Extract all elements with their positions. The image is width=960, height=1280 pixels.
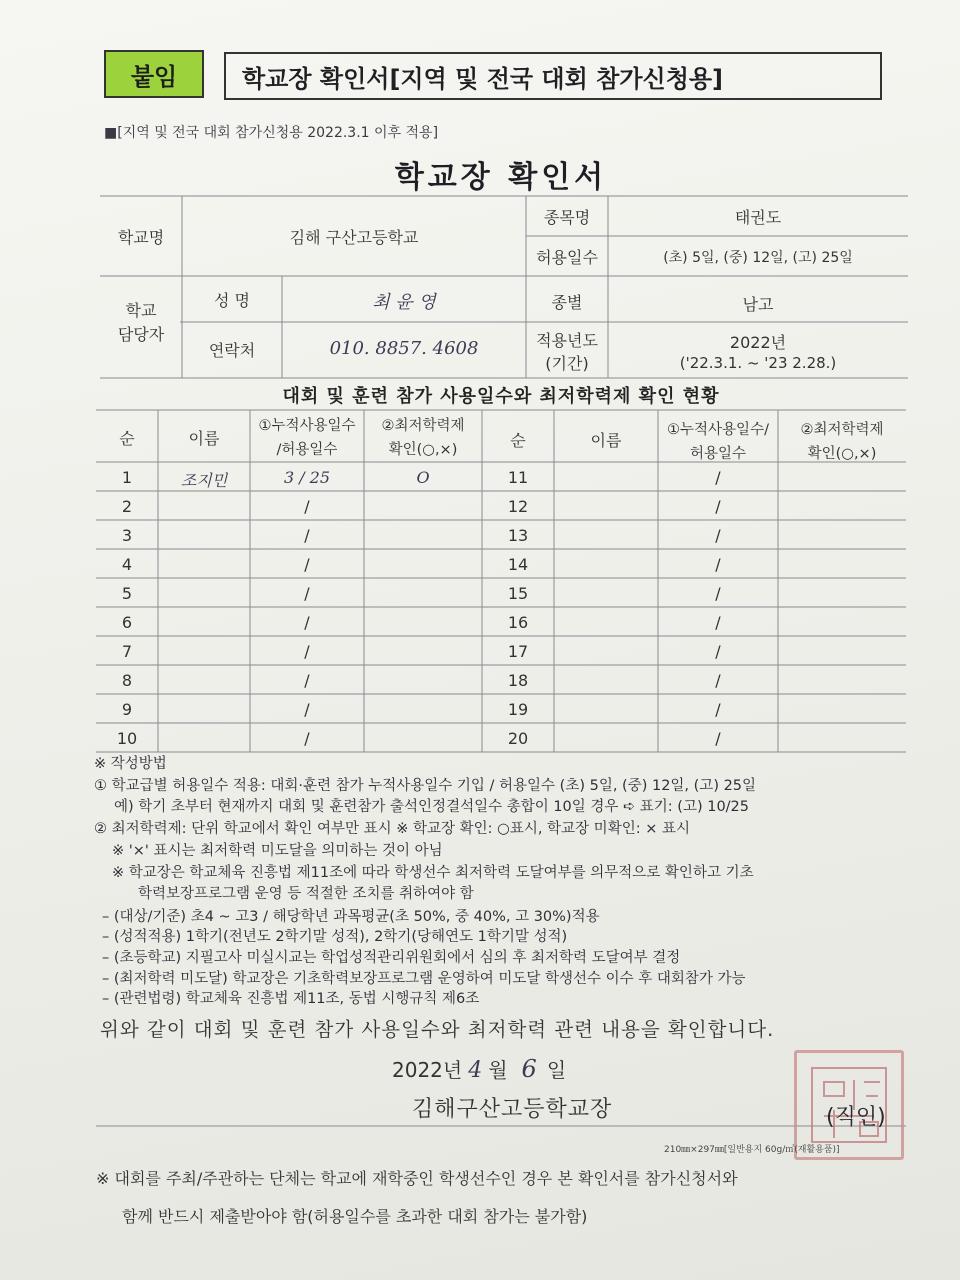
attachment-badge-label: 붙임 xyxy=(130,62,178,91)
seal-label: (직인) xyxy=(826,1105,886,1130)
method-line: ※ '×' 표시는 최저학력 미도달을 의미하는 것이 아님 xyxy=(112,843,443,859)
method-line: ① 학교급별 허용일수 적용: 대회·훈련 참가 누적사용일수 기입 / 허용일수 (초) 5일, (중) 12일, (고) 25일 xyxy=(94,778,757,794)
row-used-days: / xyxy=(304,526,310,545)
col-header-check-left-line1: ②최저학력제 xyxy=(381,418,465,434)
date-month: 4 xyxy=(468,1058,483,1083)
sport-value: 태권도 xyxy=(734,208,782,227)
row-used-days: / xyxy=(715,671,721,690)
row-number: 5 xyxy=(121,584,133,603)
row-used-days: / xyxy=(715,613,721,632)
sport-label: 종목명 xyxy=(543,208,591,227)
applicability-note: ■[지역 및 전국 대회 참가신청용 2022.3.1 이후 적용] xyxy=(104,125,439,141)
allowed-days-label: 허용일수 xyxy=(536,248,598,267)
row-number: 1 xyxy=(121,468,133,487)
date-month-suffix: 월 xyxy=(488,1058,508,1082)
row-used-days: / xyxy=(715,584,721,603)
date-year: 2022년 xyxy=(392,1058,463,1082)
method-line: – (성적적용) 1학기(전년도 2학기말 성적), 2학기(당해연도 1학기말 성적) xyxy=(102,929,568,945)
contact-value-handwritten: 010. 8857. 4608 xyxy=(329,338,479,359)
row-used-days: / xyxy=(715,729,721,748)
year-value: 2022년 xyxy=(729,333,787,352)
confirmation-statement: 위와 같이 대회 및 훈련 참가 사용일수와 최저학력 관련 내용을 확인합니다. xyxy=(100,1018,775,1041)
row-used-days: / xyxy=(304,497,310,516)
row-number: 17 xyxy=(507,642,529,661)
row-used-days: / xyxy=(715,526,721,545)
section-title: 대회 및 훈련 참가 사용일수와 최저학력제 확인 현황 xyxy=(282,386,720,407)
row-number: 10 xyxy=(116,729,138,748)
row-number: 3 xyxy=(121,526,133,545)
col-header-name-right: 이름 xyxy=(590,431,622,450)
row-used-days: / xyxy=(304,729,310,748)
col-header-no-right: 순 xyxy=(510,431,526,450)
row-used-days: / xyxy=(304,584,310,603)
row-used-days: / xyxy=(715,642,721,661)
row-used-days: / xyxy=(715,468,721,487)
row-used-days: / xyxy=(715,497,721,516)
row-min-academic-check: O xyxy=(416,468,430,487)
method-line: ※ 학교장은 학교체육 진흥법 제11조에 따라 학생선수 최저학력 도달여부를 의무적으로 확인하고 기초 xyxy=(112,865,754,881)
footer-note-line2: 함께 반드시 제출받아야 함(허용일수를 초과한 대회 참가는 불가함) xyxy=(122,1207,588,1226)
allowed-days-value: (초) 5일, (중) 12일, (고) 25일 xyxy=(663,250,853,266)
method-line: – (최저학력 미도달) 학교장은 기초학력보장프로그램 운영하여 미도달 학생선수 이수 후 대회참가 가능 xyxy=(102,971,746,987)
method-line: 예) 학기 초부터 현재까지 대회 및 훈련참가 출석인정결석일수 총합이 10일 경우 ➪ 표기: (고) 10/25 xyxy=(114,799,750,815)
col-header-check-right-line2: 확인(○,×) xyxy=(807,446,877,462)
date-day: 6 xyxy=(521,1055,537,1083)
row-used-days: / xyxy=(715,700,721,719)
year-label-line1: 적용년도 xyxy=(536,331,598,350)
issue-date xyxy=(392,1054,566,1083)
year-label-line2: (기간) xyxy=(545,354,589,373)
row-used-days: / xyxy=(304,700,310,719)
row-number: 14 xyxy=(507,555,529,574)
row-number: 11 xyxy=(507,468,529,487)
row-number: 4 xyxy=(121,555,133,574)
principal-title: 김해구산고등학교장 xyxy=(412,1097,613,1122)
date-day-suffix: 일 xyxy=(546,1058,567,1082)
row-number: 8 xyxy=(121,671,133,690)
row-number: 2 xyxy=(121,497,133,516)
footer-note-line1: ※ 대회를 주최/주관하는 단체는 학교에 재학중인 학생선수인 경우 본 확인서를 참가신청서와 xyxy=(96,1169,738,1188)
method-line: 학력보장프로그램 운영 등 적절한 조치를 취하여야 함 xyxy=(138,886,474,902)
col-header-days-left-line1: ①누적사용일수 xyxy=(258,418,356,434)
col-header-no-left: 순 xyxy=(119,429,135,448)
category-value: 남고 xyxy=(742,295,774,314)
col-header-name-left: 이름 xyxy=(188,429,220,448)
contact-label: 연락처 xyxy=(208,341,256,360)
method-line: – (대상/기준) 초4 ~ 고3 / 해당학년 과목평균(초 50%, 중 40%, 고 30%)적용 xyxy=(102,909,600,925)
school-name-value: 김해 구산고등학교 xyxy=(289,228,419,247)
officer-name-handwritten: 최 윤 영 xyxy=(372,292,436,313)
row-used-days: / xyxy=(304,555,310,574)
method-line: ② 최저학력제: 단위 학교에서 확인 여부만 표시 ※ 학교장 확인: ○표시, 학교장 미확인: × 표시 xyxy=(94,821,690,837)
name-label: 성 명 xyxy=(214,291,250,310)
col-header-days-left-line2: /허용일수 xyxy=(276,442,338,458)
row-number: 6 xyxy=(121,613,133,632)
row-used-days: / xyxy=(304,642,310,661)
col-header-days-right-line1: ①누적사용일수/ xyxy=(667,422,769,438)
col-header-days-right-line2: 허용일수 xyxy=(689,446,747,462)
row-used-days: / xyxy=(304,671,310,690)
row-number: 15 xyxy=(507,584,529,603)
officer-label-line2: 담당자 xyxy=(117,325,165,344)
banner-title: 학교장 확인서[지역 및 전국 대회 참가신청용] xyxy=(224,52,882,100)
row-used-days: 3 / 25 xyxy=(283,468,331,487)
row-number: 12 xyxy=(507,497,529,516)
period-value: ('22.3.1. ~ '23 2.28.) xyxy=(679,354,837,372)
row-used-days: / xyxy=(304,613,310,632)
method-line: – (초등학교) 지필고사 미실시교는 학업성적관리위원회에서 심의 후 최저학력 도달여부 결정 xyxy=(102,950,681,966)
col-header-check-right-line1: ②최저학력제 xyxy=(800,422,884,438)
row-number: 20 xyxy=(507,729,529,748)
row-number: 7 xyxy=(121,642,133,661)
method-line: – (관련법령) 학교체육 진흥법 제11조, 동법 시행규칙 제6조 xyxy=(102,991,480,1007)
row-number: 18 xyxy=(507,671,529,690)
col-header-check-left-line2: 확인(○,×) xyxy=(388,442,458,458)
row-name: 조지민 xyxy=(180,471,228,490)
officer-label-line1: 학교 xyxy=(125,301,157,320)
row-number: 16 xyxy=(507,613,529,632)
category-label: 종별 xyxy=(551,293,583,312)
row-number: 9 xyxy=(121,700,133,719)
row-used-days: / xyxy=(715,555,721,574)
row-number: 19 xyxy=(507,700,529,719)
method-heading: ※ 작성방법 xyxy=(94,756,167,772)
row-number: 13 xyxy=(507,526,529,545)
paper-spec: 210㎜×297㎜[일반용지 60g/㎡(재활용품)] xyxy=(664,1145,840,1155)
document-title: 학교장 확인서 xyxy=(394,160,608,195)
school-name-label: 학교명 xyxy=(117,228,165,247)
